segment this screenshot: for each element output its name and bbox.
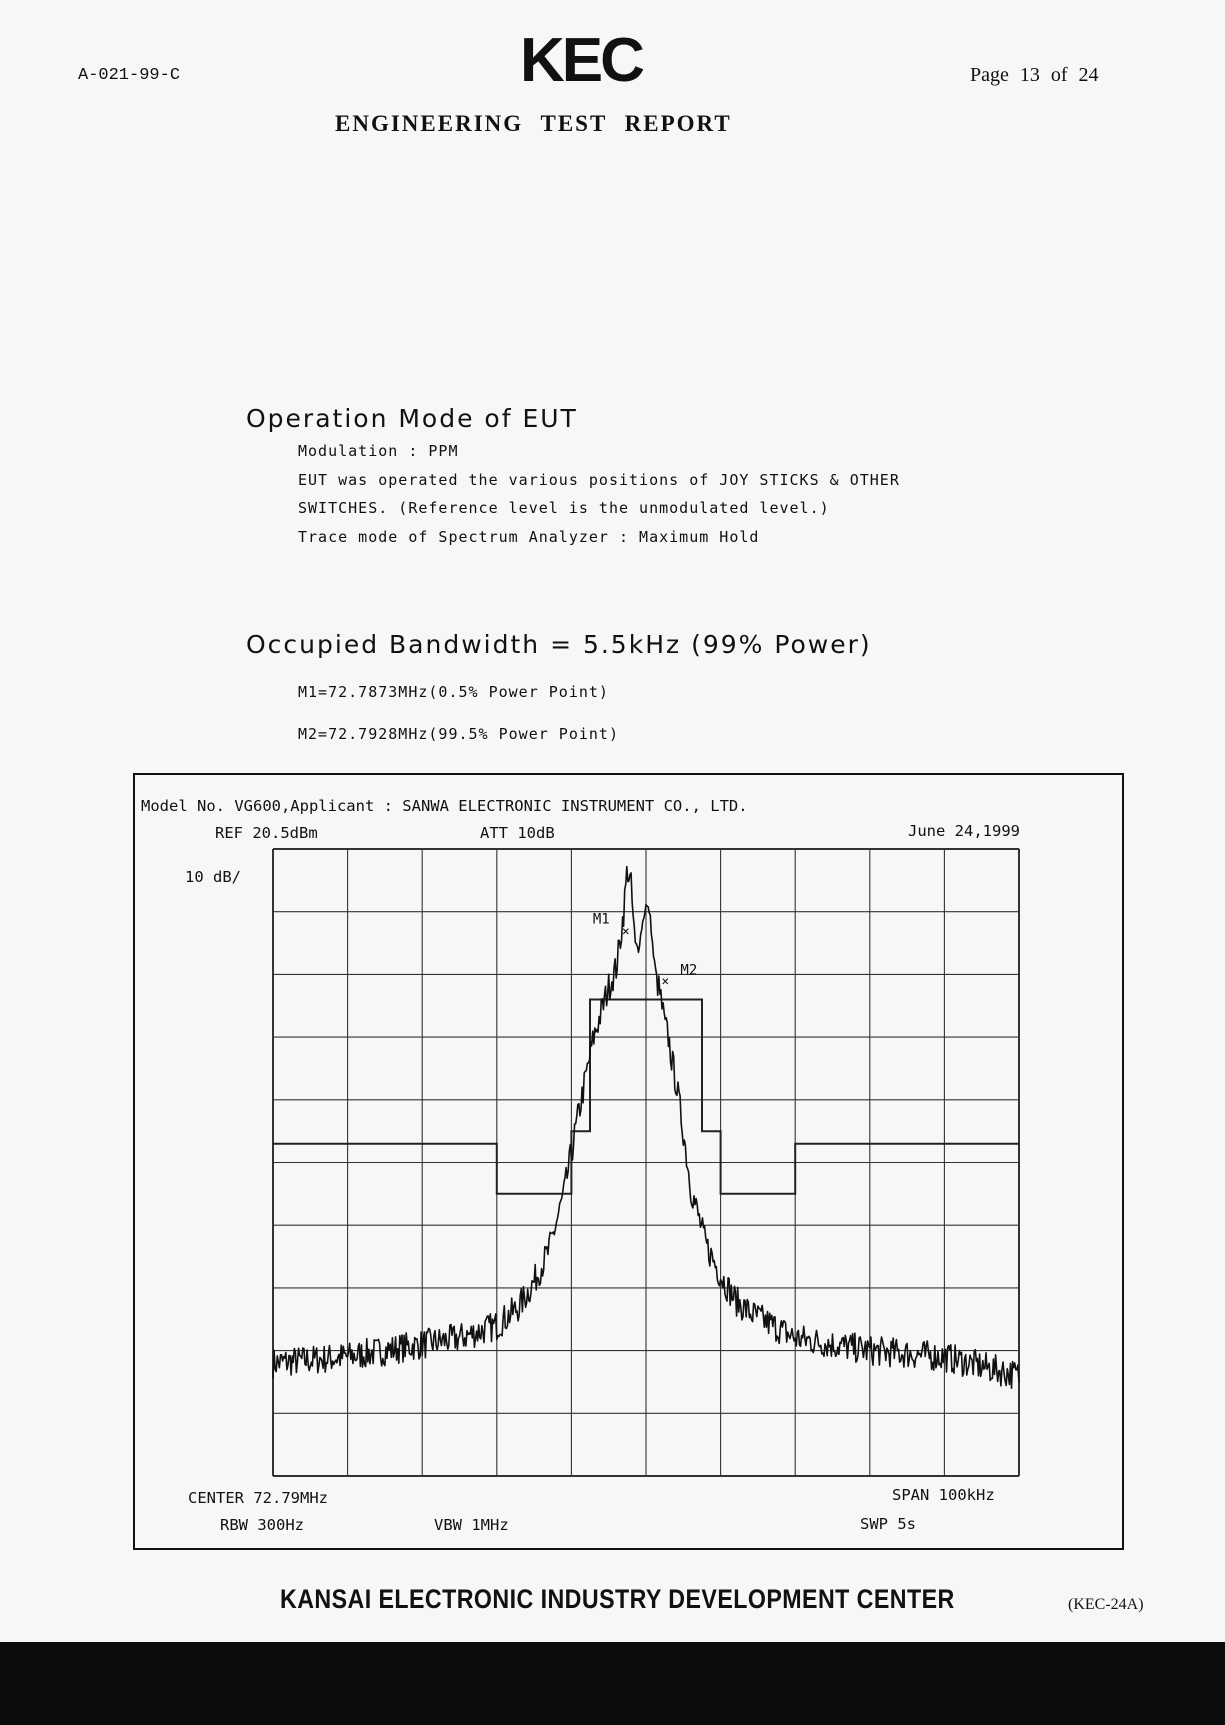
marker1-value: M1=72.7873MHz(0.5% Power Point) <box>298 683 609 701</box>
page-number: Page 13 of 24 <box>970 64 1099 86</box>
sweep-label: SWP 5s <box>860 1515 916 1533</box>
marker-label-m2: M2 <box>680 962 698 979</box>
marker-label-m1: M1 <box>592 911 610 928</box>
operation-mode-heading: Operation Mode of EUT <box>246 404 578 433</box>
kec-logo: KEC <box>520 26 642 95</box>
operation-line: EUT was operated the various positions of JOY STICKS & OTHER <box>298 471 900 489</box>
rbw-label: RBW 300Hz <box>220 1516 304 1534</box>
occupied-bandwidth-heading: Occupied Bandwidth = 5.5kHz (99% Power) <box>246 630 872 659</box>
attenuation: ATT 10dB <box>480 824 555 842</box>
plot-date: June 24,1999 <box>908 822 1020 840</box>
report-title: ENGINEERING TEST REPORT <box>335 111 732 136</box>
ref-level: REF 20.5dBm <box>215 824 318 842</box>
center-frequency: CENTER 72.79MHz <box>188 1489 328 1507</box>
marker2-value: M2=72.7928MHz(99.5% Power Point) <box>298 725 619 743</box>
scale-label: 10 dB/ <box>185 868 241 886</box>
model-applicant-line: Model No. VG600,Applicant : SANWA ELECTRONIC INSTRUMENT CO., LTD. <box>141 797 748 815</box>
marker-cross: × <box>661 974 670 990</box>
trace-mode-line: Trace mode of Spectrum Analyzer : Maximum Hold <box>298 528 760 546</box>
vbw-label: VBW 1MHz <box>434 1516 509 1534</box>
marker-cross: × <box>621 924 630 940</box>
modulation-line: Modulation : PPM <box>298 442 459 460</box>
document-id: A-021-99-C <box>78 66 181 85</box>
span-label: SPAN 100kHz <box>892 1486 995 1504</box>
scan-bottom-edge <box>0 1642 1225 1725</box>
reference-line: SWITCHES. (Reference level is the unmodulated level.) <box>298 499 830 517</box>
form-number: (KEC-24A) <box>1068 1596 1144 1613</box>
organization-footer: KANSAI ELECTRONIC INDUSTRY DEVELOPMENT CENTER <box>280 1584 955 1614</box>
plot-grid <box>273 849 1019 1476</box>
